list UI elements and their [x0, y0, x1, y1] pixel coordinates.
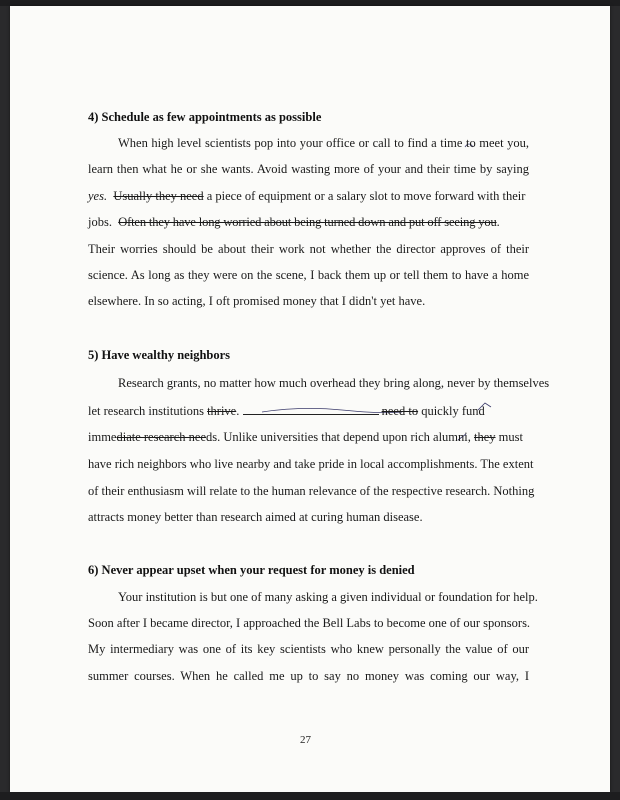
- paragraph-line: of their enthusiasm will relate to the human relevance of the respective research. Nothing: [88, 484, 535, 498]
- paragraph-line-edited: [88, 430, 529, 445]
- section-heading-4: 4) Schedule as few appointments as possible: [88, 110, 322, 124]
- paragraph-line: Research grants, no matter how much overhead they bring along, never by themselves: [118, 376, 550, 390]
- section-heading-6: 6) Never appear upset when your request for money is denied: [88, 563, 415, 577]
- paragraph-line-edited: [88, 189, 529, 204]
- paragraph-line: science. As long as they were on the scene, I back them up or tell them to have a home: [88, 268, 529, 282]
- paragraph-line: attracts money better than research aimed at curing human disease.: [88, 510, 423, 524]
- paragraph-line: summer courses. When he called me up to say no money was coming our way, I: [88, 669, 529, 683]
- scan-border-bottom: [0, 792, 620, 800]
- paragraph-line: My intermediary was one of its key scientists who knew personally the value of our: [88, 642, 529, 656]
- paragraph-line: elsewhere. In so acting, I oft promised money that I didn't yet have.: [88, 294, 426, 308]
- paragraph-line: Your institution is but one of many asking a given individual or foundation for help.: [118, 590, 538, 604]
- struck-text: Usually they need: [113, 189, 204, 203]
- line-text: ds. Unlike universities that depend upon rich alumni,: [206, 430, 471, 444]
- struck-text: need to: [381, 404, 419, 418]
- line-text: let research institutions: [88, 404, 204, 418]
- line-text: .: [236, 404, 240, 418]
- page-number: 27: [300, 734, 311, 746]
- line-suffix: .: [496, 215, 500, 229]
- struck-text: they: [474, 430, 496, 444]
- line-text: must: [498, 430, 523, 444]
- line-prefix: jobs.: [88, 215, 112, 229]
- line-text: imme: [88, 430, 117, 444]
- paragraph-line-edited: [88, 404, 529, 419]
- paragraph-line: Their worries should be about their work not whether the director approves of their: [88, 242, 529, 256]
- paragraph-line: learn then what he or she wants. Avoid wasting more of your and their time by saying: [88, 162, 529, 176]
- paragraph-line: have rich neighbors who live nearby and take pride in local accomplishments. The extent: [88, 457, 534, 471]
- paragraph-line: When high level scientists pop into your office or call to find a time to meet you,: [118, 136, 529, 150]
- struck-text: thrive: [207, 404, 237, 418]
- line-prefix: yes.: [88, 189, 108, 203]
- struck-text: Often they have long worried about being turned down and put off seeing you: [118, 215, 497, 229]
- section-heading-5: 5) Have wealthy neighbors: [88, 348, 231, 362]
- struck-text: diate research nee: [116, 430, 206, 444]
- inserted-blank-line: [243, 407, 379, 415]
- line-text: quickly fund: [421, 404, 485, 418]
- line-text: a piece of equipment or a salary slot to move forward with their: [206, 189, 526, 203]
- paragraph-line-edited: [88, 215, 529, 230]
- paragraph-line: Soon after I became director, I approached the Bell Labs to become one of our sponsors.: [88, 616, 531, 630]
